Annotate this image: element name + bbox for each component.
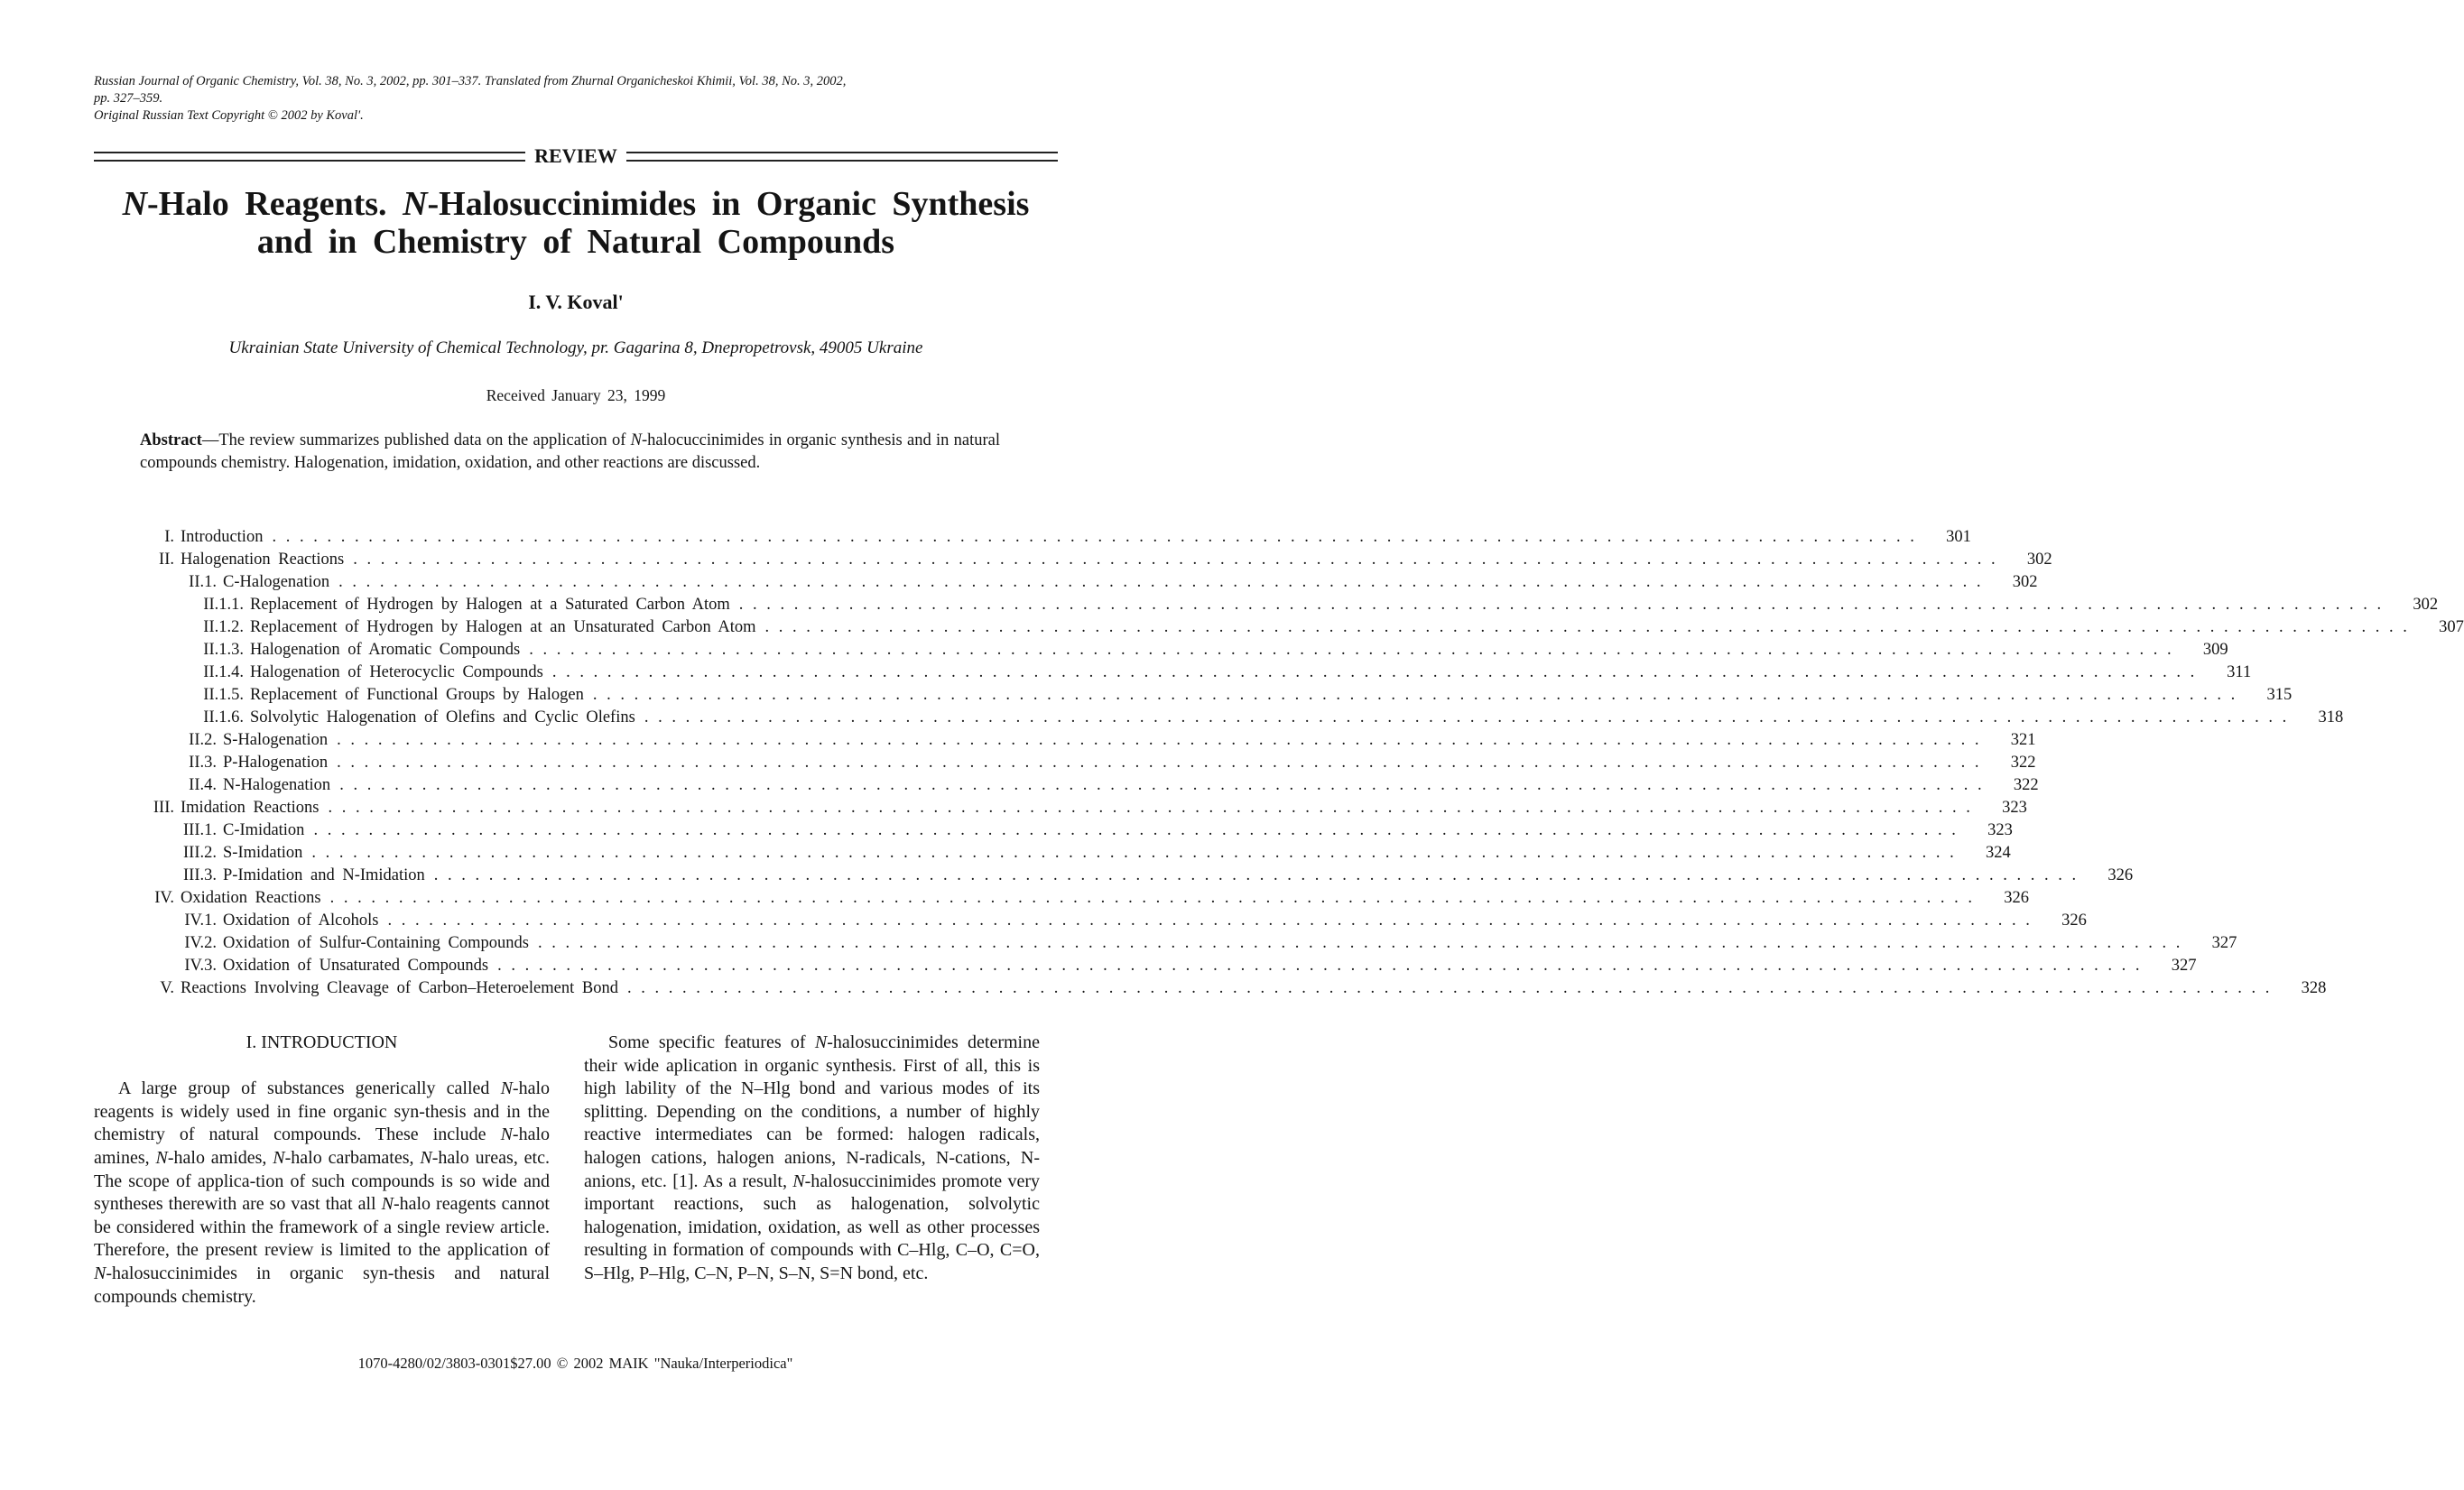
toc-entry [140,528,1971,551]
toc-entry-page: 307 [2439,618,2464,636]
toc-entry-page: 323 [1987,821,2013,839]
toc-entry-page: 326 [2004,889,2029,907]
toc-entry-title: Halogenation Reactions [181,551,345,569]
toc-dot-leader: . . . . . . . . . . . . . . . . . . . . . . . . . . . . . . . . . . . . . . . . . . . . . . . . . . . . . . . . . . . . . . . . . . . . . . . . . . . . . . . . . . . . . . . . . . . . . . . . . . . . . . . . . . . . . . . . . . . . . . . . [272,528,1917,546]
toc-entry-page: 323 [2002,799,2027,817]
toc-entry-page: 302 [2026,551,2052,569]
toc-entry-number: V. [160,979,174,997]
toc-entry-number: II.1. [189,573,217,591]
toc-entry-title: Replacement of Hydrogen by Halogen at a Saturated Carbon Atom [250,596,730,614]
column-left [94,1032,550,1309]
toc-entry [140,573,2038,596]
toc-entry-page: 326 [2061,912,2087,930]
toc-entry-number: II.2. [189,731,217,749]
toc-entry-title: Halogenation of Heterocyclic Compounds [250,663,543,681]
toc-entry [140,754,2036,776]
toc-entry [140,686,2293,708]
received-date: Received January 23, 1999 [486,386,666,404]
toc-dot-leader: . . . . . . . . . . . . . . . . . . . . . . . . . . . . . . . . . . . . . . . . . . . . . . . . . . . . . . . . . . . . . . . . . . . . . . . . . . . . . . . . . . . . . . . . . . . . . . . . . . . . . . . . . . . . . . . . . . . . . . . . [644,708,2290,726]
toc-dot-leader: . . . . . . . . . . . . . . . . . . . . . . . . . . . . . . . . . . . . . . . . . . . . . . . . . . . . . . . . . . . . . . . . . . . . . . . . . . . . . . . . . . . . . . . . . . . . . . . . . . . . . . . . . . . . . . . . . . . . . . . . [497,957,2143,975]
toc-entry-page: 321 [2010,731,2036,749]
toc-entry-page: 327 [2171,957,2197,975]
toc-dot-leader: . . . . . . . . . . . . . . . . . . . . . . . . . . . . . . . . . . . . . . . . . . . . . . . . . . . . . . . . . . . . . . . . . . . . . . . . . . . . . . . . . . . . . . . . . . . . . . . . . . . . . . . . . . . . . . . . . . . . . . . . [339,776,1985,794]
toc-entry-number: III. [153,799,174,817]
author-affiliation: Ukrainian State University of Chemical Technology, pr. Gagarina 8, Dnepropetrovsk, 49005 Ukraine [228,338,923,357]
footer-copyright: 1070-4280/02/3803-0301$27.00 © 2002 MAIK "Nauka/Interperiodica" [357,1355,793,1372]
toc-entry [140,731,2036,754]
toc-entry-title: N-Halogenation [223,776,331,794]
abstract-lead: Abstract [140,431,202,449]
toc-entry [140,551,2052,573]
toc-dot-leader: . . . . . . . . . . . . . . . . . . . . . . . . . . . . . . . . . . . . . . . . . . . . . . . . . . . . . . . . . . . . . . . . . . . . . . . . . . . . . . . . . . . . . . . . . . . . . . . . . . . . . . . . . . . . . . . . . . . . . . . . [337,754,1982,772]
toc-entry-title: Oxidation of Sulfur-Containing Compounds [223,934,529,952]
toc-entry-page: 322 [2013,776,2039,794]
toc-dot-leader: . . . . . . . . . . . . . . . . . . . . . . . . . . . . . . . . . . . . . . . . . . . . . . . . . . . . . . . . . . . . . . . . . . . . . . . . . . . . . . . . . . . . . . . . . . . . . . . . . . . . . . . . . . . . . . . . . . . . . . . . [387,912,2033,930]
toc-entry-number: IV.2. [184,934,217,952]
banner-rule-right [626,152,1058,162]
journal-citation-line-2: pp. 327–359. [94,91,163,106]
toc-entry-number: II.1.4. [203,663,244,681]
toc-dot-leader: . . . . . . . . . . . . . . . . . . . . . . . . . . . . . . . . . . . . . . . . . . . . . . . . . . . . . . . . . . . . . . . . . . . . . . . . . . . . . . . . . . . . . . . . . . . . . . . . . . . . . . . . . . . . . . . . . . . . . . . . [529,641,2174,659]
toc-entry-number: III.3. [183,866,217,884]
title-line-1: N-Halo Reagents. N-Halosuccinimides in Organic Synthesis [122,185,1030,223]
toc-entry-title: C-Halogenation [223,573,330,591]
toc-entry [140,979,2327,1002]
toc-entry [140,844,2011,866]
toc-entry-number: II.3. [189,754,217,772]
toc-entry [140,889,2029,912]
toc-entry [140,799,2027,821]
toc-entry-number: II.1.5. [203,686,244,704]
toc-entry-number: II.1.6. [203,708,244,726]
toc-entry-title: S-Halogenation [223,731,329,749]
toc-dot-leader: . . . . . . . . . . . . . . . . . . . . . . . . . . . . . . . . . . . . . . . . . . . . . . . . . . . . . . . . . . . . . . . . . . . . . . . . . . . . . . . . . . . . . . . . . . . . . . . . . . . . . . . . . . . . . . . . . . . . . . . . [353,551,1998,569]
toc-entry-number: II.4. [189,776,217,794]
toc-dot-leader: . . . . . . . . . . . . . . . . . . . . . . . . . . . . . . . . . . . . . . . . . . . . . . . . . . . . . . . . . . . . . . . . . . . . . . . . . . . . . . . . . . . . . . . . . . . . . . . . . . . . . . . . . . . . . . . . . . . . . . . . [328,799,1973,817]
toc-entry-page: 311 [2227,663,2252,681]
toc-entry-page: 302 [2012,573,2038,591]
table-of-contents [140,528,2464,1002]
toc-entry-page: 302 [2413,596,2439,614]
toc-entry-number: IV.3. [184,957,217,975]
toc-entry-title: Halogenation of Aromatic Compounds [250,641,521,659]
toc-entry-number: II.1.2. [203,618,244,636]
toc-entry [140,618,2464,641]
toc-entry-title: Replacement of Hydrogen by Halogen at an Unsaturated Carbon Atom [250,618,756,636]
toc-entry-title: Introduction [181,528,264,546]
toc-entry-title: P-Imidation and N-Imidation [223,866,425,884]
toc-dot-leader: . . . . . . . . . . . . . . . . . . . . . . . . . . . . . . . . . . . . . . . . . . . . . . . . . . . . . . . . . . . . . . . . . . . . . . . . . . . . . . . . . . . . . . . . . . . . . . . . . . . . . . . . . . . . . . . . . . . . . . . . [337,731,1982,749]
toc-dot-leader: . . . . . . . . . . . . . . . . . . . . . . . . . . . . . . . . . . . . . . . . . . . . . . . . . . . . . . . . . . . . . . . . . . . . . . . . . . . . . . . . . . . . . . . . . . . . . . . . . . . . . . . . . . . . . . . . . . . . . . . . [626,979,2273,997]
toc-entry [140,957,2197,979]
toc-dot-leader: . . . . . . . . . . . . . . . . . . . . . . . . . . . . . . . . . . . . . . . . . . . . . . . . . . . . . . . . . . . . . . . . . . . . . . . . . . . . . . . . . . . . . . . . . . . . . . . . . . . . . . . . . . . . . . . . . . . . . . . . [338,573,1984,591]
toc-dot-leader: . . . . . . . . . . . . . . . . . . . . . . . . . . . . . . . . . . . . . . . . . . . . . . . . . . . . . . . . . . . . . . . . . . . . . . . . . . . . . . . . . . . . . . . . . . . . . . . . . . . . . . . . . . . . . . . . . . . . . . . . [592,686,2238,704]
toc-entry-number: III.2. [183,844,217,862]
banner-rule-left [94,152,525,162]
toc-entry [140,934,2237,957]
toc-entry-number: II.1.1. [203,596,244,614]
toc-entry-title: Reactions Involving Cleavage of Carbon–Heteroelement Bond [181,979,618,997]
toc-entry-page: 328 [2301,979,2327,997]
toc-entry [140,641,2228,663]
toc-entry-page: 318 [2318,708,2344,726]
toc-entry-number: II.1.3. [203,641,244,659]
toc-entry-title: Solvolytic Halogenation of Olefins and Cyclic Olefins [250,708,635,726]
toc-dot-leader: . . . . . . . . . . . . . . . . . . . . . . . . . . . . . . . . . . . . . . . . . . . . . . . . . . . . . . . . . . . . . . . . . . . . . . . . . . . . . . . . . . . . . . . . . . . . . . . . . . . . . . . . . . . . . . . . . . . . . . . . [738,596,2385,614]
toc-entry [140,708,2344,731]
toc-dot-leader: . . . . . . . . . . . . . . . . . . . . . . . . . . . . . . . . . . . . . . . . . . . . . . . . . . . . . . . . . . . . . . . . . . . . . . . . . . . . . . . . . . . . . . . . . . . . . . . . . . . . . . . . . . . . . . . . . . . . . . . . [329,889,1975,907]
toc-entry-page: 327 [2211,934,2237,952]
toc-entry-title: S-Imidation [223,844,303,862]
section-label: REVIEW [534,144,617,167]
toc-entry-page: 309 [2202,641,2228,659]
title-line-2: and in Chemistry of Natural Compounds [256,223,895,261]
toc-entry [140,912,2087,934]
article-title [94,185,1058,261]
journal-citation-line-1: Russian Journal of Organic Chemistry, Vol. 38, No. 3, 2002, pp. 301–337. Translated from Zhurnal Organicheskoi Khimii, Vol. 38, No. 3, 2002, [94,74,847,88]
toc-dot-leader: . . . . . . . . . . . . . . . . . . . . . . . . . . . . . . . . . . . . . . . . . . . . . . . . . . . . . . . . . . . . . . . . . . . . . . . . . . . . . . . . . . . . . . . . . . . . . . . . . . . . . . . . . . . . . . . . . . . . . . . . [313,821,1959,839]
author-name: I. V. Koval' [528,291,624,313]
toc-entry-page: 324 [1986,844,2011,862]
toc-dot-leader: . . . . . . . . . . . . . . . . . . . . . . . . . . . . . . . . . . . . . . . . . . . . . . . . . . . . . . . . . . . . . . . . . . . . . . . . . . . . . . . . . . . . . . . . . . . . . . . . . . . . . . . . . . . . . . . . . . . . . . . . [311,844,1957,862]
toc-entry-number: IV.1. [184,912,217,930]
toc-entry-title: Oxidation Reactions [181,889,321,907]
toc-entry [140,866,2134,889]
toc-entry-title: C-Imidation [223,821,305,839]
toc-entry-page: 315 [2266,686,2293,704]
copyright-line: Original Russian Text Copyright © 2002 by Koval'. [94,108,364,123]
toc-entry-page: 301 [1946,528,1971,546]
toc-entry [140,596,2439,618]
toc-entry-page: 322 [2010,754,2036,772]
toc-entry-title: P-Halogenation [223,754,329,772]
toc-entry-title: Oxidation of Unsaturated Compounds [223,957,489,975]
abstract: Abstract—The review summarizes published data on the application of N-halocuccinimides in organic synthesis and in natural compounds chemistry. Halogenation, imidation, oxidation, and other reactions are discussed. [140,431,1000,472]
intro-paragraph-right: Some specific features of N-halosuccinimides determine their wide aplication in organic synthesis. First of all, this is high lability of the N–Hlg bond and various modes of its splitting. Depending on the conditions, a number of highly reactive intermediates can be formed: halogen radicals, halogen cations, halogen anions, N-radicals, N-cations, N-anions, etc. [1]. As a result, N-halosuccinimides promote very important reactions, such as halogenation, solvolytic halogenation, imidation, oxidation, as well as other processes resulting in formation of compounds with C–Hlg, C–O, C=O, S–Hlg, P–Hlg, C–N, P–N, S–N, S=N bond, etc. [584,1032,1040,1283]
intro-paragraph-left: A large group of substances generically called N-halo reagents is widely used in fine organic syn-thesis and in the chemistry of natural compounds. These include N-halo amines, N-halo amides, N-halo carbamates, N-halo ureas, etc. The scope of applica-tion of such compounds is so wide and syntheses therewith are so vast that all N-halo reagents cannot be considered within the framework of a single review article. Therefore, the present review is limited to the application of N-halosuccinimides in organic syn-thesis and natural compounds chemistry. [94,1078,550,1307]
toc-dot-leader: . . . . . . . . . . . . . . . . . . . . . . . . . . . . . . . . . . . . . . . . . . . . . . . . . . . . . . . . . . . . . . . . . . . . . . . . . . . . . . . . . . . . . . . . . . . . . . . . . . . . . . . . . . . . . . . . . . . . . . . . [537,934,2183,952]
toc-entry-title: Replacement of Functional Groups by Halogen [250,686,584,704]
section-heading-introduction: I. INTRODUCTION [245,1032,398,1052]
toc-entry-number: III.1. [183,821,217,839]
toc-entry [140,821,2013,844]
toc-entry-page: 326 [2107,866,2134,884]
toc-entry-number: I. [164,528,174,546]
toc-entry [140,663,2252,686]
toc-entry [140,776,2039,799]
toc-entry-title: Imidation Reactions [181,799,320,817]
toc-dot-leader: . . . . . . . . . . . . . . . . . . . . . . . . . . . . . . . . . . . . . . . . . . . . . . . . . . . . . . . . . . . . . . . . . . . . . . . . . . . . . . . . . . . . . . . . . . . . . . . . . . . . . . . . . . . . . . . . . . . . . . . . [764,618,2410,636]
toc-entry-number: IV. [154,889,174,907]
toc-dot-leader: . . . . . . . . . . . . . . . . . . . . . . . . . . . . . . . . . . . . . . . . . . . . . . . . . . . . . . . . . . . . . . . . . . . . . . . . . . . . . . . . . . . . . . . . . . . . . . . . . . . . . . . . . . . . . . . . . . . . . . . . [433,866,2080,884]
toc-dot-leader: . . . . . . . . . . . . . . . . . . . . . . . . . . . . . . . . . . . . . . . . . . . . . . . . . . . . . . . . . . . . . . . . . . . . . . . . . . . . . . . . . . . . . . . . . . . . . . . . . . . . . . . . . . . . . . . . . . . . . . . . [551,663,2198,681]
toc-entry-number: II. [159,551,174,569]
column-right [584,1032,1040,1286]
toc-entry-title: Oxidation of Alcohols [223,912,379,930]
section-banner [94,143,1058,170]
